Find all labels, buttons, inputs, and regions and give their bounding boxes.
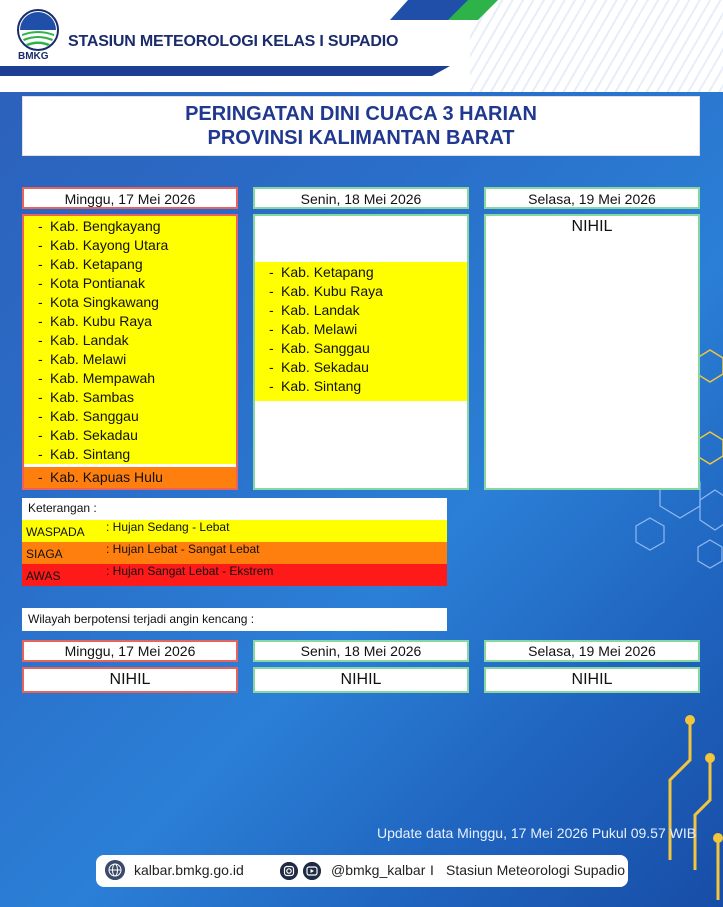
title-line-1: PERINGATAN DINI CUACA 3 HARIAN	[185, 103, 537, 125]
header-shadow	[0, 66, 450, 76]
list-item: - Kab. Melawi	[269, 321, 358, 337]
list-item: - Kab. Bengkayang	[38, 218, 161, 234]
day-column-3	[484, 214, 700, 490]
day-header-3: Selasa, 19 Mei 2026	[484, 187, 700, 209]
instagram-icon[interactable]	[280, 862, 298, 880]
list-item: - Kab. Mempawah	[38, 370, 156, 386]
legend-desc: : Hujan Sedang - Lebat	[106, 520, 230, 534]
station-name: STASIUN METEOROLOGI KELAS I SUPADIO	[68, 33, 399, 50]
list-item: - Kota Pontianak	[38, 275, 145, 291]
siaga-list-day-1	[24, 467, 236, 488]
update-timestamp: Update data Minggu, 17 Mei 2026 Pukul 09.57 WIB	[377, 825, 697, 841]
list-item: - Kab. Sintang	[269, 378, 362, 394]
legend-level: SIAGA	[26, 547, 63, 561]
list-item: - Kab. Sanggau	[38, 408, 139, 424]
legend-level: WASPADA	[26, 525, 85, 539]
wind-value-3: NIHIL	[484, 667, 700, 693]
list-item: - Kab. Sintang	[38, 446, 131, 462]
globe-icon[interactable]	[105, 860, 125, 880]
list-item: - Kab. Kubu Raya	[269, 283, 383, 299]
list-item: - Kab. Landak	[38, 332, 129, 348]
day-header-2: Senin, 18 Mei 2026	[253, 187, 469, 209]
website-link[interactable]: kalbar.bmkg.go.id	[134, 862, 244, 878]
hatch-pattern	[470, 0, 723, 92]
day-column-2	[253, 214, 469, 490]
wind-day-header-1: Minggu, 17 Mei 2026	[22, 640, 238, 662]
footer-bar	[96, 855, 628, 887]
list-item: - Kab. Sekadau	[269, 359, 369, 375]
wind-value-1: NIHIL	[22, 667, 238, 693]
list-item: - Kab. Sekadau	[38, 427, 138, 443]
footer-separator: I	[430, 862, 434, 878]
legend-title: Keterangan :	[28, 501, 97, 515]
legend-desc: : Hujan Sangat Lebat - Ekstrem	[106, 564, 274, 578]
page-title	[22, 96, 700, 156]
list-item: - Kab. Ketapang	[269, 264, 374, 280]
list-item: - Kab. Ketapang	[38, 256, 143, 272]
wind-value-2: NIHIL	[253, 667, 469, 693]
list-item: - Kab. Landak	[269, 302, 360, 318]
logo-text: BMKG	[18, 51, 49, 62]
wind-day-header-2: Senin, 18 Mei 2026	[253, 640, 469, 662]
day-column-1	[22, 214, 238, 490]
waspada-list-day-1	[24, 216, 236, 464]
list-item: - Kab. Sambas	[38, 389, 135, 405]
list-item: - Kab. Kapuas Hulu	[38, 469, 163, 485]
list-item: - Kab. Kayong Utara	[38, 237, 169, 253]
legend-awas	[22, 564, 447, 586]
wind-section-label: Wilayah berpotensi terjadi angin kencang :	[22, 608, 447, 631]
legend	[22, 498, 447, 586]
day-header-1: Minggu, 17 Mei 2026	[22, 187, 238, 209]
wind-day-header-3: Selasa, 19 Mei 2026	[484, 640, 700, 662]
youtube-icon[interactable]	[303, 862, 321, 880]
footer-station-name: Stasiun Meteorologi Supadio	[446, 862, 626, 878]
nihil-text: NIHIL	[571, 218, 613, 235]
list-item: - Kota Singkawang	[38, 294, 159, 310]
waspada-list-day-2	[255, 262, 467, 401]
list-item: - Kab. Kubu Raya	[38, 313, 152, 329]
title-line-2: PROVINSI KALIMANTAN BARAT	[207, 127, 515, 149]
legend-level: AWAS	[26, 569, 61, 583]
list-item: - Kab. Melawi	[38, 351, 127, 367]
legend-desc: : Hujan Lebat - Sangat Lebat	[106, 542, 260, 556]
social-handle[interactable]: @bmkg_kalbar	[331, 862, 426, 878]
list-item: - Kab. Sanggau	[269, 340, 370, 356]
